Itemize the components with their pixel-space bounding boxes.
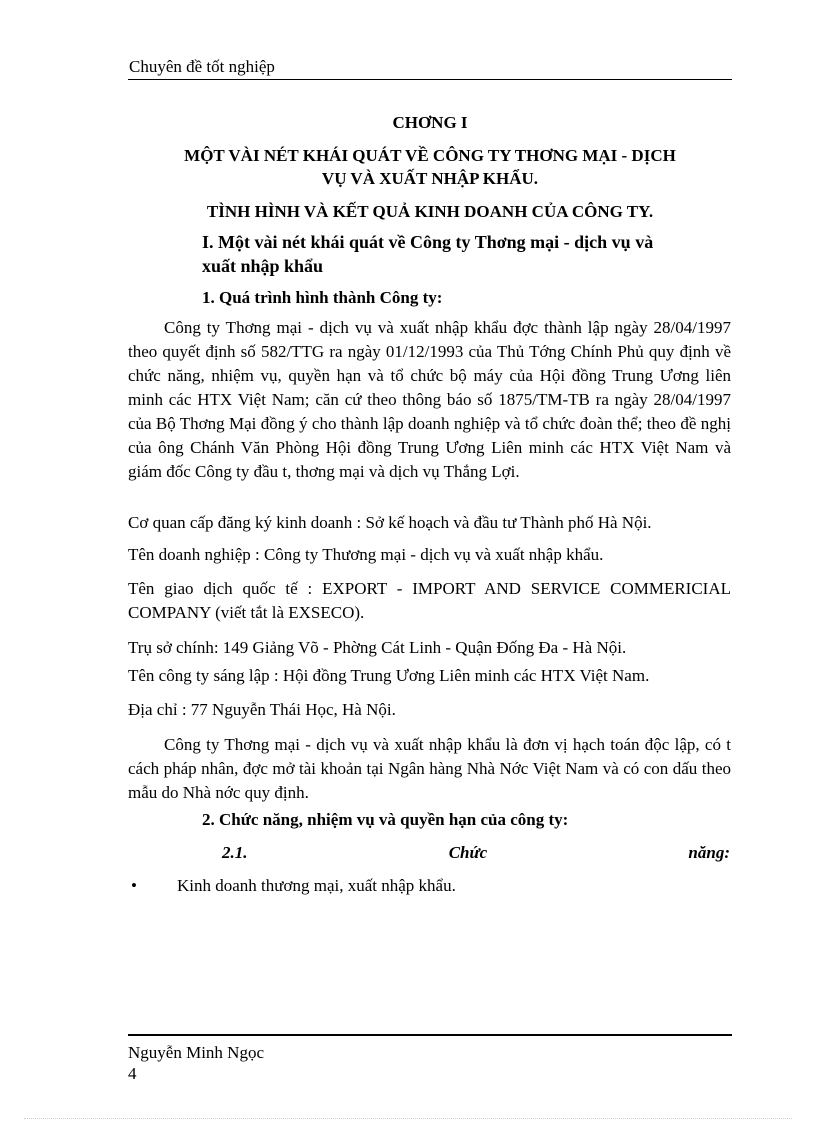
chapter-title-line1: MỘT VÀI NÉT KHÁI QUÁT VỀ CÔNG TY THƠNG MẠI - DỊCH bbox=[184, 146, 676, 165]
subsection-heading-2: 2. Chức năng, nhiệm vụ và quyền hạn của công ty: bbox=[202, 810, 569, 829]
header-divider bbox=[128, 79, 732, 80]
bullet-item: Kinh doanh thương mại, xuất nhập khẩu. bbox=[177, 876, 456, 895]
international-name: Tên giao dịch quốc tế : EXPORT - IMPORT AND SERVICE COMMERICIAL COMPANY (viết tắt là EXSECO). bbox=[128, 579, 731, 622]
page-number: 4 bbox=[128, 1064, 137, 1083]
subsection-word-1: Chức bbox=[448, 843, 488, 862]
subsection-heading-2-1 bbox=[222, 843, 730, 863]
page-bottom-edge bbox=[24, 1118, 792, 1119]
chapter-number: CHƠNG I bbox=[392, 113, 468, 132]
bullet-icon: • bbox=[131, 876, 137, 895]
founder: Tên công ty sáng lập : Hội đồng Trung Ương Liên minh các HTX Việt Nam. bbox=[128, 666, 650, 685]
paragraph-legal-status: Công ty Thơng mại - dịch vụ và xuất nhập khẩu là đơn vị hạch toán độc lập, có t cách pháp nhân, đợc mở tài khoản tại Ngân hàng Nhà Nớc Việt Nam và có con dấu theo mẫu do Nhà nớc quy định. bbox=[128, 735, 731, 802]
section-heading-line1: I. Một vài nét khái quát về Công ty Thơng mại - dịch vụ và bbox=[202, 232, 654, 252]
page-header-title: Chuyên đề tốt nghiệp bbox=[129, 57, 275, 76]
registration-agency: Cơ quan cấp đăng ký kinh doanh : Sở kế hoạch và đầu tư Thành phố Hà Nội. bbox=[128, 513, 652, 532]
section-heading-line2: xuất nhập khẩu bbox=[202, 256, 324, 276]
footer-author: Nguyễn Minh Ngọc bbox=[128, 1043, 264, 1062]
address: Địa chỉ : 77 Nguyễn Thái Học, Hà Nội. bbox=[128, 700, 396, 719]
headquarters: Trụ sở chính: 149 Giảng Võ - Phờng Cát Linh - Quận Đống Đa - Hà Nội. bbox=[128, 638, 627, 657]
footer-divider bbox=[128, 1034, 732, 1036]
chapter-title-line2: VỤ VÀ XUẤT NHẬP KHẨU. bbox=[321, 169, 539, 188]
paragraph-history: Công ty Thơng mại - dịch vụ và xuất nhập khẩu đợc thành lập ngày 28/04/1997 theo quyết định số 582/TTG ra ngày 01/12/1993 của Thủ Tớng Chính Phủ quy định về chức năng, nhiệm vụ, quyền hạn và tổ chức bộ máy của Hội đồng Trung Ương liên minh các HTX Việt Nam; căn cứ theo thông báo số 1875/TM-TB ra ngày 28/04/1997 của Bộ Thơng Mại đồng ý cho thành lập doanh nghiệp và tổ chức đoàn thể; theo đề nghị của ông Chánh Văn Phòng Hội đồng Trung Ương Liên minh các HTX Việt Nam và giám đốc Công ty đầu t, thơng mại và dịch vụ Thắng Lợi. bbox=[128, 318, 731, 481]
chapter-title-line3: TÌNH HÌNH VÀ KẾT QUẢ KINH DOANH CỦA CÔNG TY. bbox=[206, 202, 654, 221]
company-name: Tên doanh nghiệp : Công ty Thương mại - dịch vụ và xuất nhập khẩu. bbox=[128, 545, 604, 564]
subsection-word-2: năng: bbox=[688, 843, 730, 862]
subsection-heading-1: 1. Quá trình hình thành Công ty: bbox=[202, 288, 443, 307]
subsection-number: 2.1. bbox=[222, 843, 248, 862]
